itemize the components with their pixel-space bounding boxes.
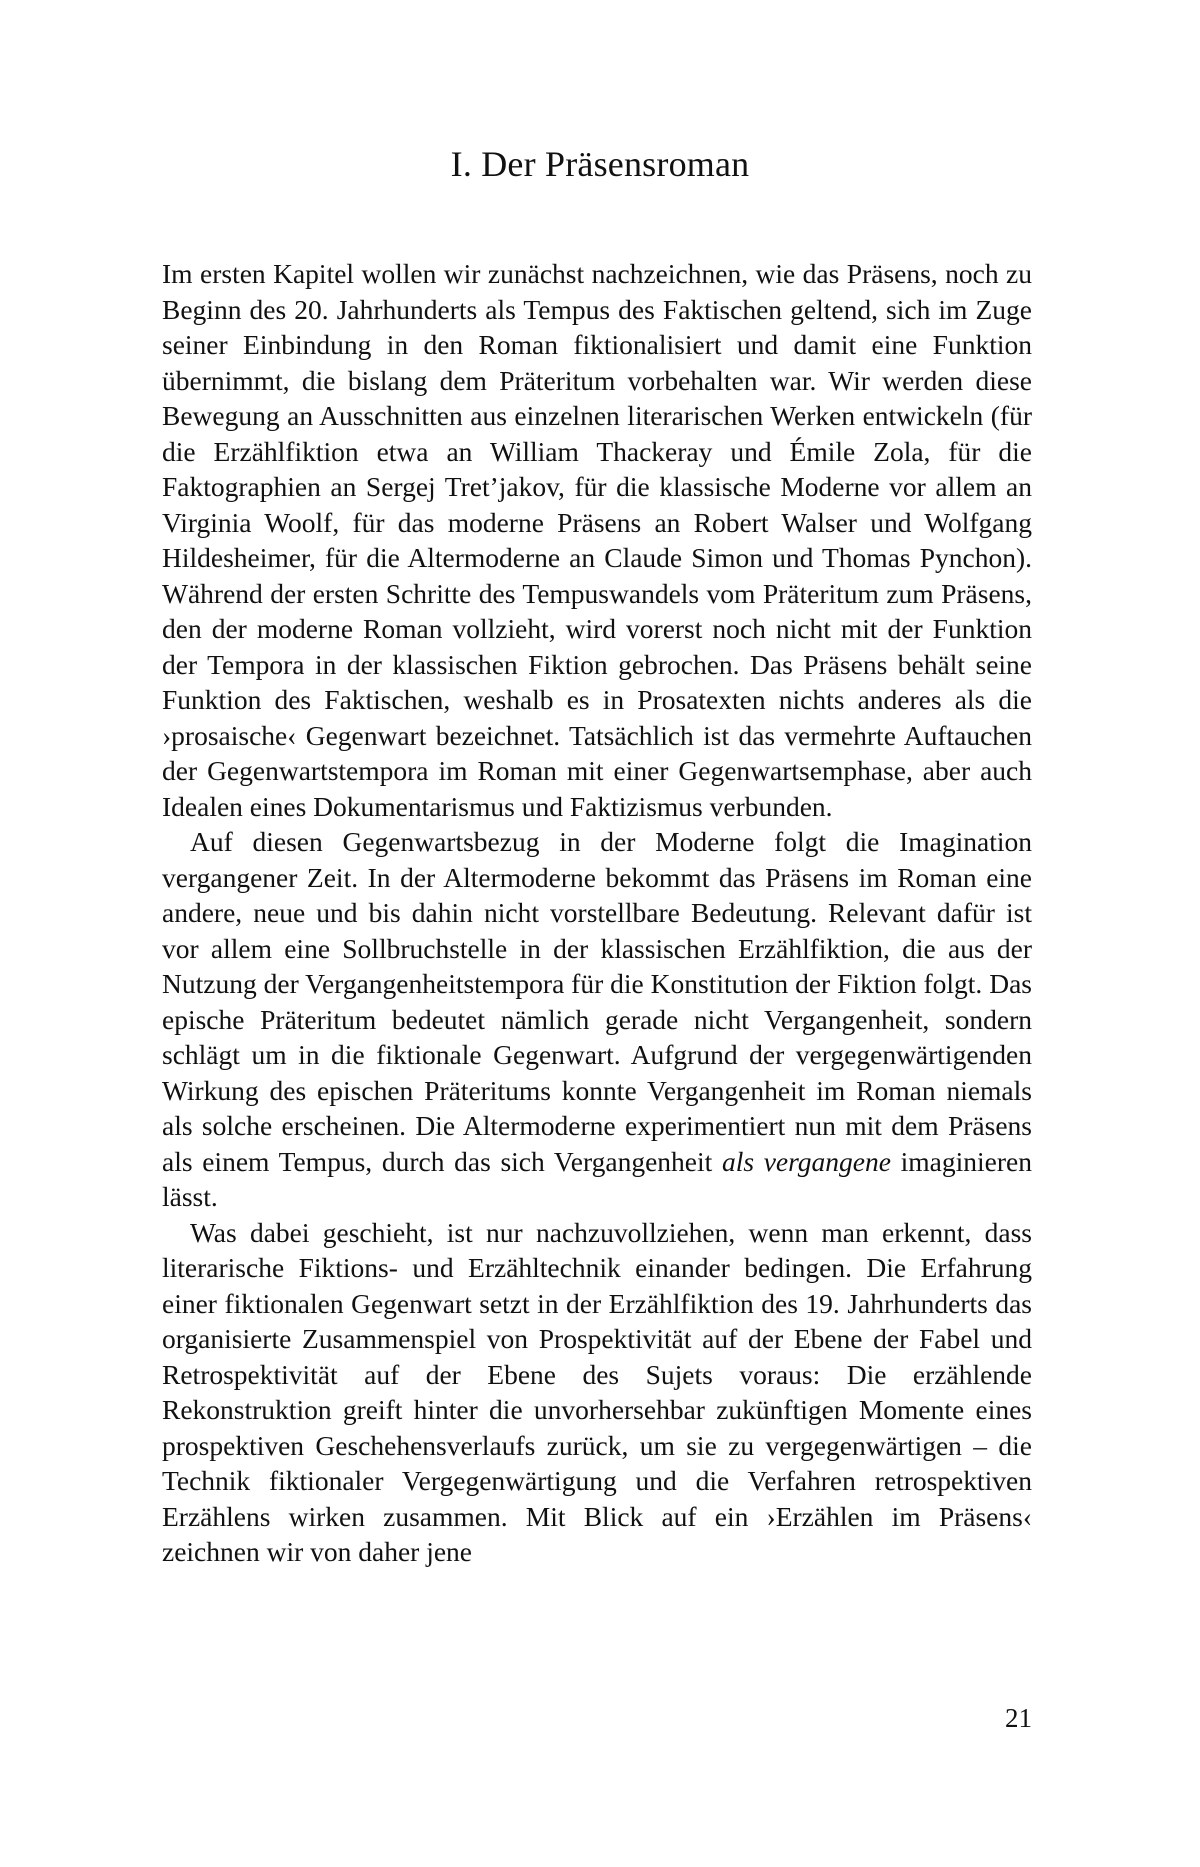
paragraph-2: [162, 824, 1032, 1215]
paragraph-3: Was dabei geschieht, ist nur nachzuvollziehen, wenn man erkennt, dass literarische Fiktions- und Erzähltechnik einander bedingen. Die Erfahrung einer fiktionalen Gegenwart setzt in der Erzählfiktion des 19. Jahrhunderts das organisierte Zusammenspiel von Prospektivität auf der Ebene der Fabel und Retrospektivität auf der Ebene des Sujets voraus: Die erzählende Rekonstruktion greift hinter die unvorhersehbar zukünftigen Momente eines prospektiven Geschehensverlaufs zurück, um sie zu vergegenwärtigen – die Technik fiktionaler Vergegenwärtigung und die Verfahren retrospektiven Erzählens wirken zusammen. Mit Blick auf ein ›Erzählen im Präsens‹ zeichnen wir von daher jene: [162, 1216, 1032, 1567]
body-text: [162, 256, 1032, 1570]
page-number: 21: [1005, 1703, 1032, 1733]
paragraph-1: Im ersten Kapitel wollen wir zunächst nachzeichnen, wie das Präsens, noch zu Beginn des 20. Jahrhunderts als Tempus des Faktischen geltend, sich im Zuge seiner Einbindung in den Roman fiktionalisiert und damit eine Funktion übernimmt, die bislang dem Präteritum vorbehalten war. Wir werden diese Bewegung an Ausschnitten aus einzelnen literarischen Werken entwickeln (für die Erzählfiktion etwa an William Thackeray und Émile Zola, für die Faktographien an Sergej Tret’jakov, für die klassische Moderne vor allem an Virginia Woolf, für das moderne Präsens an Robert Walser und Wolfgang Hildesheimer, für die Altermoderne an Claude Simon und Thomas Pynchon). Während der ersten Schritte des Tempuswandels vom Präteritum zum Präsens, den der moderne Roman vollzieht, wird vorerst noch nicht mit der Funktion der Tempora in der klassischen Fiktion gebrochen. Das Präsens behält seine Funktion des Faktischen, weshalb es in Prosatexten nichts anderes als die ›prosaische‹ Gegenwart bezeichnet. Tatsächlich ist das vermehrte Auftauchen der Gegenwartstempora im Roman mit einer Gegenwartsemphase, aber auch Idealen eines Dokumentarismus und Faktizismus verbunden.: [162, 258, 1032, 822]
paragraph-2-text-after: imaginieren lässt.: [162, 1145, 1032, 1212]
chapter-title: I. Der Präsensroman: [450, 144, 750, 184]
paragraph-2-text-before: Auf diesen Gegenwartsbezug in der Moderne folgt die Imagination vergangener Zeit. In der Altermoderne bekommt das Präsens im Roman eine andere, neue und bis dahin nicht vorstellbare Bedeutung. Relevant dafür ist vor allem eine Sollbruchstelle in der klassischen Erzählfiktion, die aus der Nutzung der Vergangenheitstempora für die Konstitution der Fiktion folgt. Das epische Präteritum bedeutet nämlich gerade nicht Vergangenheit, sondern schlägt um in die fiktionale Gegenwart. Aufgrund der vergegenwärtigenden Wirkung des epischen Präteritums konnte Vergangenheit im Roman niemals als solche erscheinen. Die Altermoderne experimentiert nun mit dem Präsens als einem Tempus, durch das sich Vergangenheit: [162, 826, 1032, 1177]
paragraph-2-emphasis: als vergangene: [721, 1145, 891, 1177]
